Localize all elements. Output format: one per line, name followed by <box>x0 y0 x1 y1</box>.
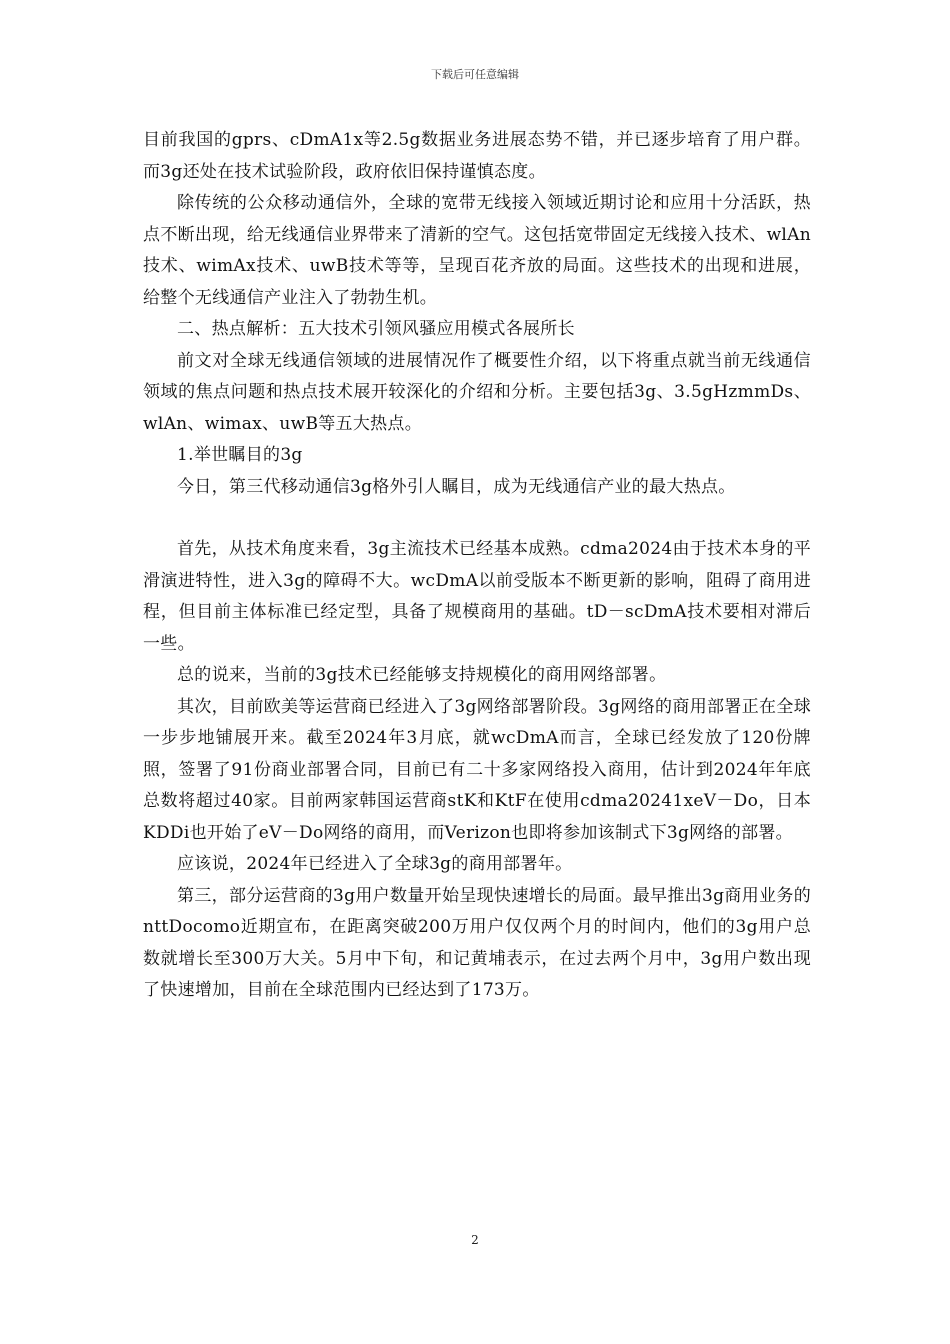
paragraph-3: 前文对全球无线通信领域的进展情况作了概要性介绍，以下将重点就当前无线通信领域的焦点问题和热点技术展开较深化的介绍和分析。主要包括3g、3.5gHzmmDs、wlAn、wimax、uwB等五大热点。 <box>143 350 811 434</box>
paragraph-6: 总的说来，当前的3g技术已经能够支持规模化的商用网络部署。 <box>177 665 667 685</box>
blank-line <box>143 503 811 534</box>
paragraph-2: 除传统的公众移动通信外，全球的宽带无线接入领域近期讨论和应用十分活跃，热点不断出现，给无线通信业界带来了清新的空气。这包括宽带固定无线接入技术、wlAn技术、wimAx技术、uwB技术等等，呈现百花齐放的局面。这些技术的出现和进展，给整个无线通信产业注入了勃勃生机。 <box>143 193 811 308</box>
paragraph-5: 首先，从技术角度来看，3g主流技术已经基本成熟。cdma2024由于技术本身的平滑演进特性，进入3g的障碍不大。wcDmA以前受版本不断更新的影响，阻碍了商用进程，但目前主体标准已经定型，具备了规模商用的基础。tD－scDmA技术要相对滞后一些。 <box>143 539 811 654</box>
page-header: 下载后可任意编辑 <box>431 68 519 81</box>
paragraph-1: 目前我国的gprs、cDmA1x等2.5g数据业务进展态势不错，并已逐步培育了用户群。而3g还处在技术试验阶段，政府依旧保持谨慎态度。 <box>143 130 811 182</box>
paragraph-9: 第三，部分运营商的3g用户数量开始呈现快速增长的局面。最早推出3g商用业务的nttDocomo近期宣布，在距离突破200万用户仅仅两个月的时间内，他们的3g用户总数就增长至300万大关。5月中下旬，和记黄埔表示，在过去两个月中，3g用户数出现了快速增加，目前在全球范围内已经达到了173万。 <box>143 885 811 1000</box>
paragraph-7: 其次，目前欧美等运营商已经进入了3g网络部署阶段。3g网络的商用部署正在全球一步步地铺展开来。截至2024年3月底，就wcDmA而言，全球已经发放了120份牌照，签署了91份商业部署合同，目前已有二十多家网络投入商用，估计到2024年年底总数将超过40家。目前两家韩国运营商stK和KtF在使用cdma20241xeV－Do，日本KDDi也开始了eV－Do网络的商用，而Verizon也即将参加该制式下3g网络的部署。 <box>143 696 811 843</box>
paragraph-4: 今日，第三代移动通信3g格外引人瞩目，成为无线通信产业的最大热点。 <box>177 476 736 497</box>
section-heading: 二、热点解析：五大技术引领风骚应用模式各展所长 <box>177 319 575 339</box>
paragraph-8: 应该说，2024年已经进入了全球3g的商用部署年。 <box>177 854 573 874</box>
page-number: 2 <box>471 1233 479 1247</box>
subsection-heading: 1.举世瞩目的3g <box>177 445 303 465</box>
document-body <box>143 125 811 1007</box>
